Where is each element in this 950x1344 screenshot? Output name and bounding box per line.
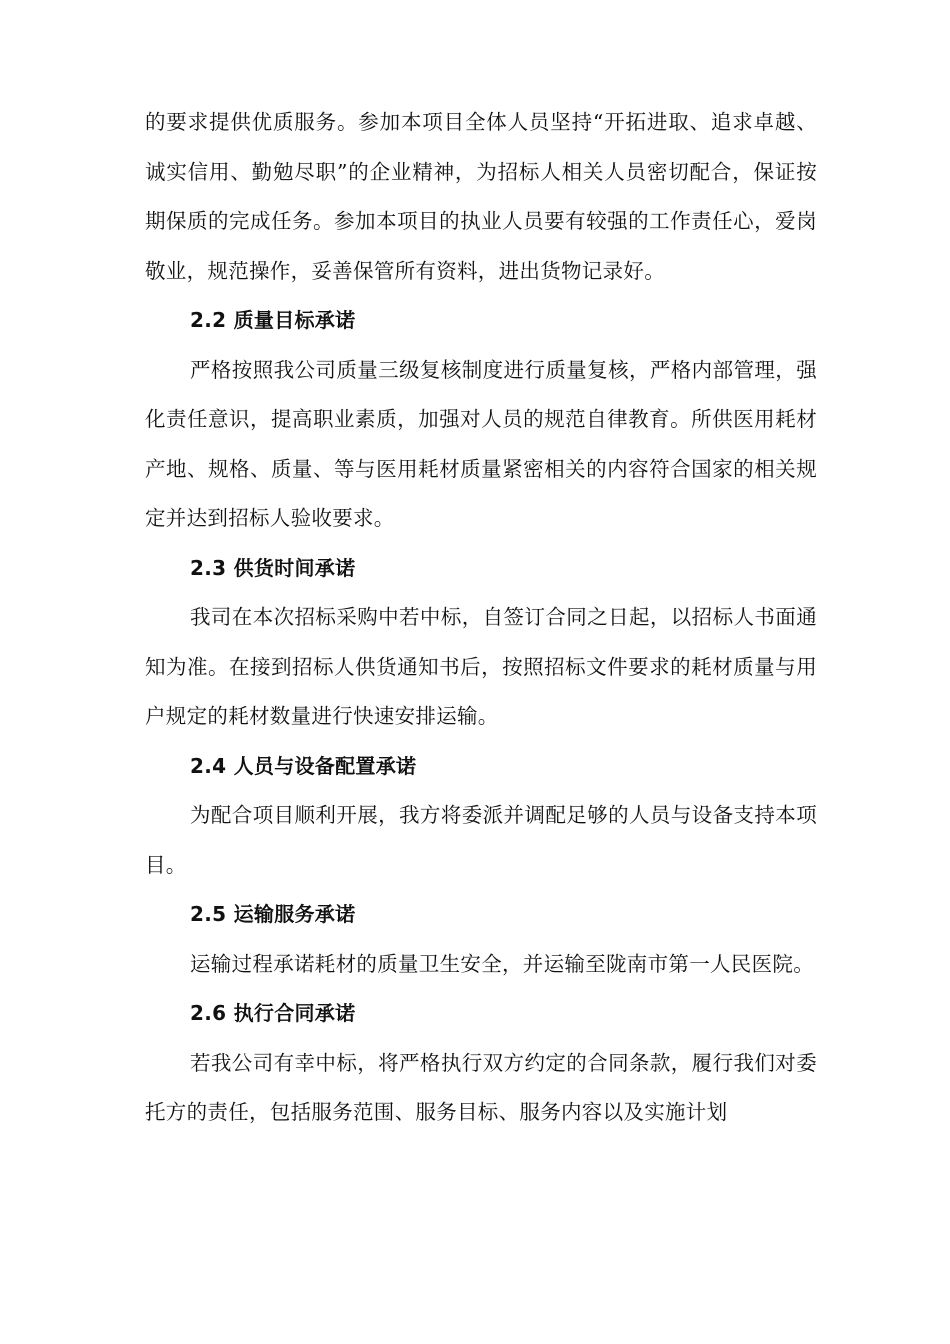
section-heading-delivery-time: 2.3 供货时间承诺 xyxy=(190,555,356,580)
intro-paragraph: 的要求提供优质服务。参加本项目全体人员坚持“开拓进取、追求卓越、诚实信用、勤勉尽职”的企业精神，为招标人相关人员密切配合，保证按期保质的完成任务。参加本项目的执业人员要有较强的工作责任心，爱岗敬业，规范操作，妥善保管所有资料，进出货物记录好。 xyxy=(145,110,817,283)
section-heading-quality: 2.2 质量目标承诺 xyxy=(190,308,356,332)
section-body-delivery-time: 我司在本次招标采购中若中标，自签订合同之日起，以招标人书面通知为准。在接到招标人供货通知书后，按照招标文件要求的耗材质量与用户规定的耗材数量进行快速安排运输。 xyxy=(145,605,817,728)
section-body-transport: 运输过程承诺耗材的质量卫生安全，并运输至陇南市第一人民医院。 xyxy=(190,951,814,976)
section-heading-transport: 2.5 运输服务承诺 xyxy=(190,902,356,926)
section-body-contract: 若我公司有幸中标，将严格执行双方约定的合同条款，履行我们对委托方的责任，包括服务范围、服务目标、服务内容以及实施计划 xyxy=(145,1050,817,1124)
section-body-staff-equipment: 为配合项目顺利开展，我方将委派并调配足够的人员与设备支持本项目。 xyxy=(145,803,817,877)
document-content xyxy=(145,98,817,1138)
section-heading-contract: 2.6 执行合同承诺 xyxy=(190,1001,356,1025)
section-body-quality: 严格按照我公司质量三级复核制度进行质量复核，严格内部管理，强化责任意识，提高职业素质，加强对人员的规范自律教育。所供医用耗材产地、规格、质量、等与医用耗材质量紧密相关的内容符合国家的相关规定并达到招标人验收要求。 xyxy=(145,357,817,530)
section-heading-staff-equipment: 2.4 人员与设备配置承诺 xyxy=(190,753,417,778)
